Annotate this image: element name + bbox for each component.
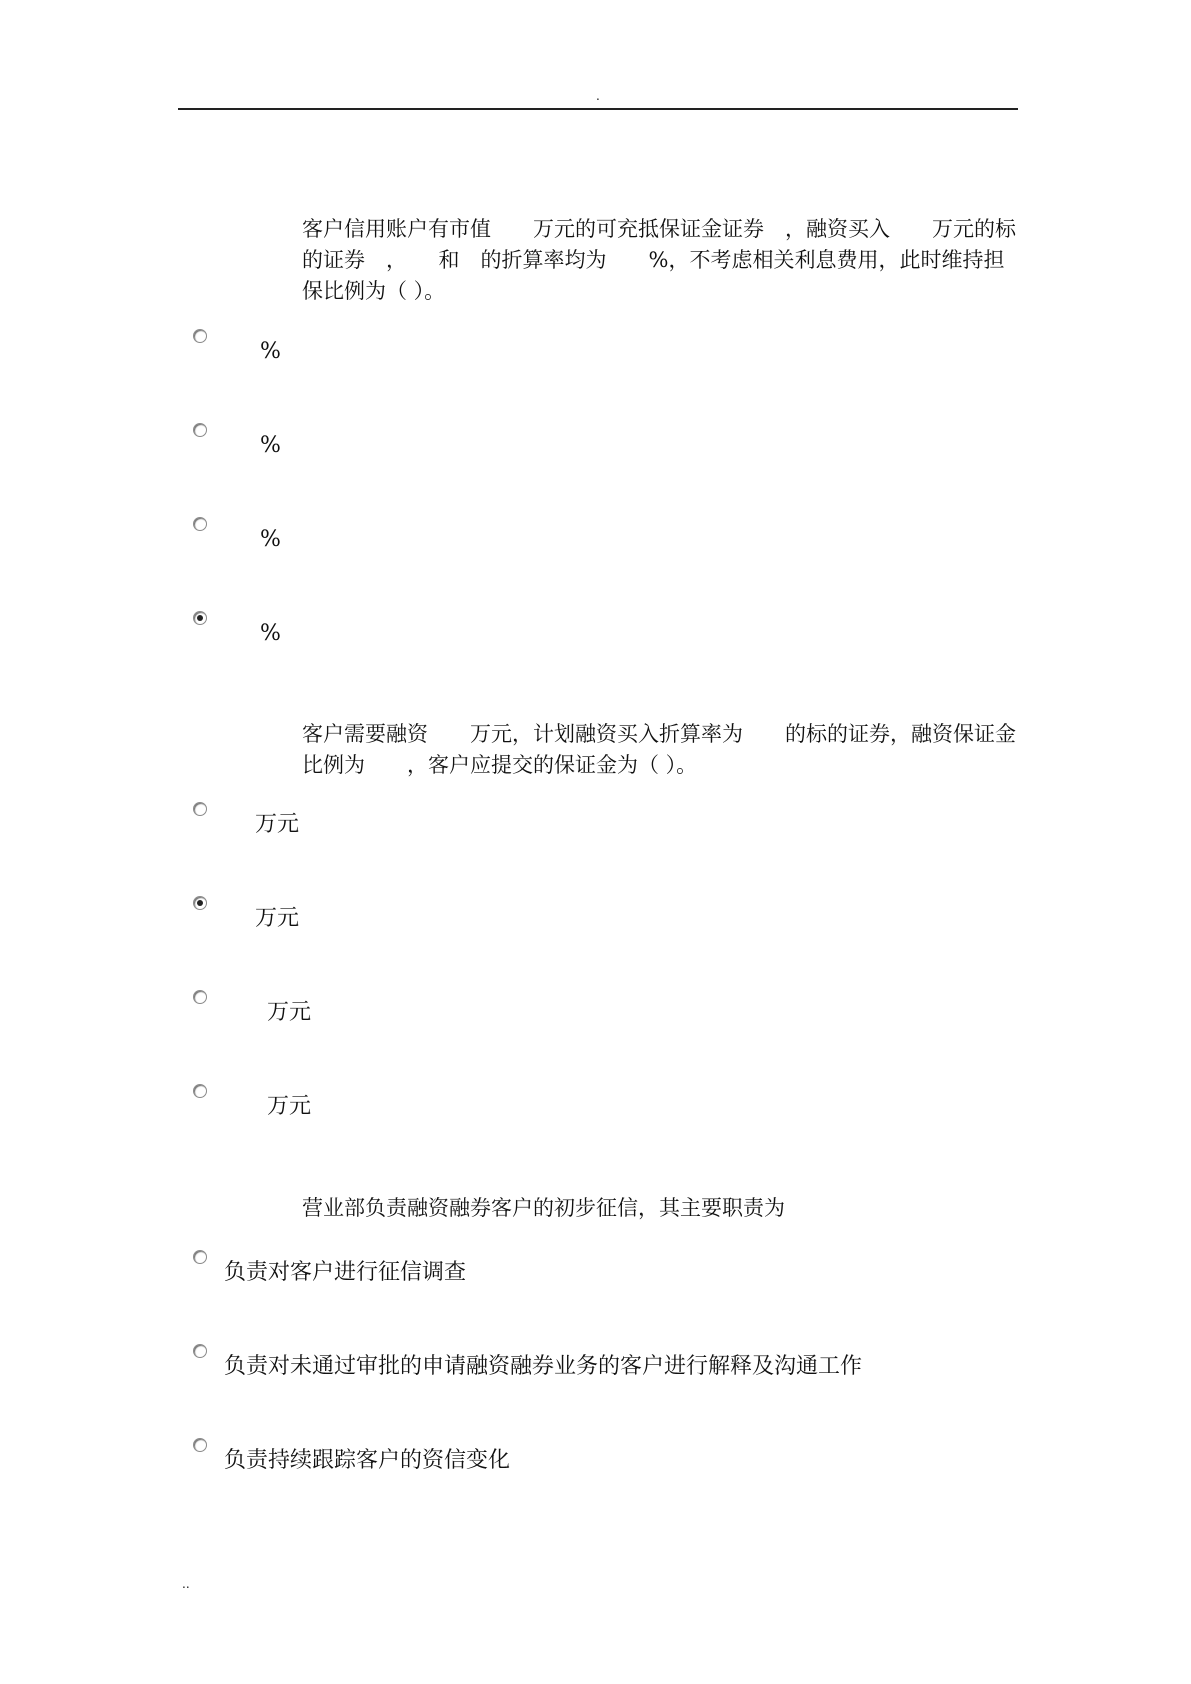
radio-icon[interactable] <box>193 423 207 437</box>
option-label: % <box>260 433 281 458</box>
option-label: % <box>260 621 281 646</box>
option-label: 负责对未通过审批的申请融资融券业务的客户进行解释及沟通工作 <box>224 1354 863 1379</box>
radio-icon[interactable] <box>193 990 207 1004</box>
radio-icon[interactable] <box>193 1250 207 1264</box>
option-label: 负责持续跟踪客户的资信变化 <box>224 1448 511 1473</box>
footer-mark: .. <box>182 1577 190 1591</box>
radio-icon[interactable] <box>193 1084 207 1098</box>
radio-icon[interactable] <box>193 329 207 343</box>
header-mark: . <box>596 89 600 103</box>
question-3-text: 营业部负责融资融券客户的初步征信，其主要职责为 <box>302 1196 785 1220</box>
header-rule <box>178 108 1018 110</box>
radio-icon[interactable] <box>193 517 207 531</box>
radio-icon[interactable] <box>193 1344 207 1358</box>
question-2-text: 客户需要融资 万元，计划融资买入折算率为 的标的证券，融资保证金比例为 ，客户应提交的保证金为（ ）。 <box>302 722 1016 777</box>
option-label: % <box>260 527 281 552</box>
radio-icon[interactable] <box>193 1438 207 1452</box>
option-label: 万元 <box>267 1094 312 1119</box>
radio-icon[interactable] <box>193 802 207 816</box>
option-label: 万元 <box>255 906 300 931</box>
option-label: 负责对客户进行征信调查 <box>224 1260 467 1285</box>
radio-checked-icon[interactable] <box>193 611 207 625</box>
option-label: % <box>260 339 281 364</box>
radio-checked-icon[interactable] <box>193 896 207 910</box>
option-label: 万元 <box>255 812 300 837</box>
option-label: 万元 <box>267 1000 312 1025</box>
question-1-text: 客户信用账户有市值 万元的可充抵保证金证券 ，融资买入 万元的标的证券 ， 和 的折算率均为 %，不考虑相关利息费用，此时维持担保比例为（ ）。 <box>302 217 1016 303</box>
